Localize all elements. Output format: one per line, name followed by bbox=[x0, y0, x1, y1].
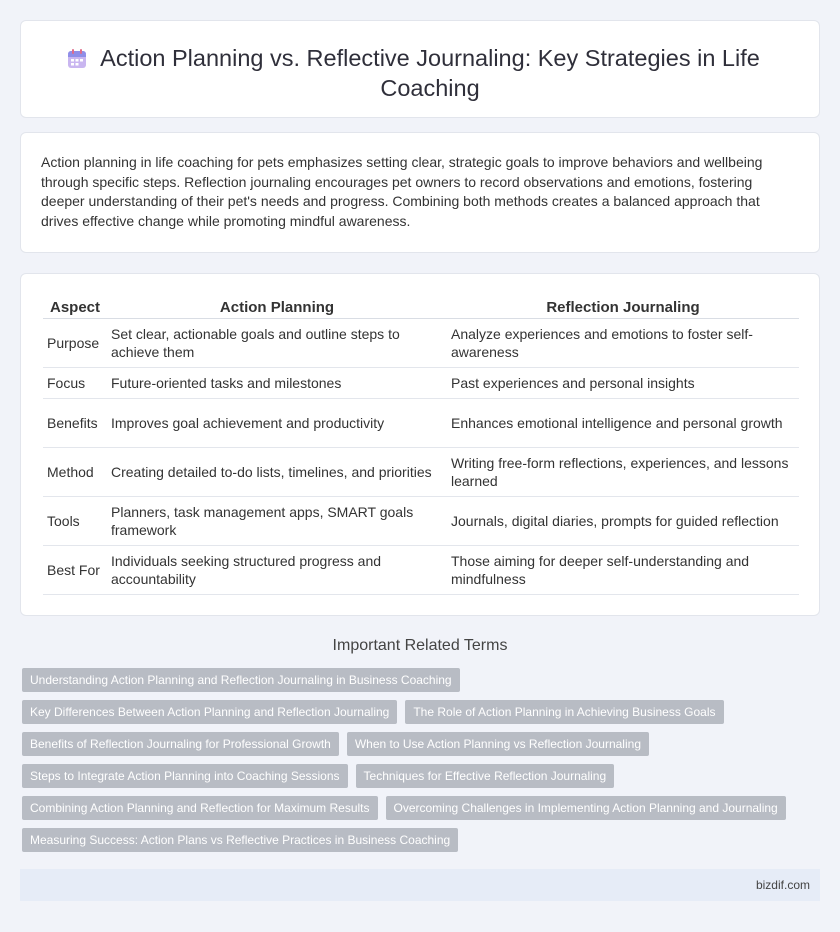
table-header-row bbox=[43, 294, 799, 318]
related-term-tag[interactable]: Steps to Integrate Action Planning into Coaching Sessions bbox=[22, 764, 348, 788]
table-row bbox=[43, 545, 799, 594]
table-row bbox=[43, 447, 799, 496]
table-header-aspect: Aspect bbox=[43, 294, 107, 318]
table-cell-reflection: Analyze experiences and emotions to foster self-awareness bbox=[447, 318, 799, 367]
related-terms-heading: Important Related Terms bbox=[332, 637, 508, 654]
table-cell-action: Future-oriented tasks and milestones bbox=[107, 367, 447, 398]
related-terms-list bbox=[22, 668, 802, 860]
header-card bbox=[20, 20, 820, 118]
table-cell-reflection: Past experiences and personal insights bbox=[447, 367, 799, 398]
table-cell-aspect: Focus bbox=[43, 367, 107, 398]
table-header-action-planning: Action Planning bbox=[107, 294, 447, 318]
related-term-tag[interactable]: Key Differences Between Action Planning and Reflection Journaling bbox=[22, 700, 397, 724]
table-cell-reflection: Enhances emotional intelligence and personal growth bbox=[447, 398, 799, 447]
footer-site-link[interactable]: bizdif.com bbox=[755, 878, 810, 892]
table-cell-action: Planners, task management apps, SMART goals framework bbox=[107, 496, 447, 545]
table-header-reflection-journaling: Reflection Journaling bbox=[447, 294, 799, 318]
table-row bbox=[43, 398, 799, 447]
table-cell-aspect: Tools bbox=[43, 496, 107, 545]
table-row bbox=[43, 367, 799, 398]
table-cell-reflection: Writing free-form reflections, experiences, and lessons learned bbox=[447, 447, 799, 496]
related-term-tag[interactable]: Techniques for Effective Reflection Journaling bbox=[356, 764, 615, 788]
related-term-tag[interactable]: Combining Action Planning and Reflection for Maximum Results bbox=[22, 796, 378, 820]
table-cell-action: Creating detailed to-do lists, timelines, and priorities bbox=[107, 447, 447, 496]
footer-bar bbox=[20, 869, 820, 901]
table-cell-action: Set clear, actionable goals and outline steps to achieve them bbox=[107, 318, 447, 367]
table-cell-aspect: Method bbox=[43, 447, 107, 496]
intro-card bbox=[20, 132, 820, 253]
table-cell-aspect: Benefits bbox=[43, 398, 107, 447]
related-term-tag[interactable]: Benefits of Reflection Journaling for Professional Growth bbox=[22, 732, 339, 756]
related-term-tag[interactable]: Overcoming Challenges in Implementing Action Planning and Journaling bbox=[386, 796, 786, 820]
table-cell-aspect: Purpose bbox=[43, 318, 107, 367]
related-term-tag[interactable]: Understanding Action Planning and Reflection Journaling in Business Coaching bbox=[22, 668, 460, 692]
related-term-tag[interactable]: Measuring Success: Action Plans vs Reflective Practices in Business Coaching bbox=[22, 828, 458, 852]
related-term-tag[interactable]: When to Use Action Planning vs Reflection Journaling bbox=[347, 732, 649, 756]
intro-paragraph: Action planning in life coaching for pets emphasizes setting clear, strategic goals to improve behaviors and wellbeing through specific steps. Reflection journaling encourages pet owners to record observations and emotions, fostering deeper understanding of their pet's needs and progress. Combining both methods creates a balanced approach that drives effective change while promoting mindful awareness. bbox=[41, 154, 763, 229]
table-row bbox=[43, 318, 799, 367]
comparison-table bbox=[43, 294, 799, 595]
table-cell-reflection: Those aiming for deeper self-understanding and mindfulness bbox=[447, 545, 799, 594]
table-cell-action: Improves goal achievement and productivity bbox=[107, 398, 447, 447]
comparison-table-card bbox=[20, 273, 820, 616]
table-cell-reflection: Journals, digital diaries, prompts for guided reflection bbox=[447, 496, 799, 545]
table-row bbox=[43, 496, 799, 545]
table-cell-aspect: Best For bbox=[43, 545, 107, 594]
related-term-tag[interactable]: The Role of Action Planning in Achieving Business Goals bbox=[405, 700, 723, 724]
table-cell-action: Individuals seeking structured progress and accountability bbox=[107, 545, 447, 594]
page-title: Action Planning vs. Reflective Journaling: Key Strategies in Life Coaching bbox=[100, 45, 760, 101]
